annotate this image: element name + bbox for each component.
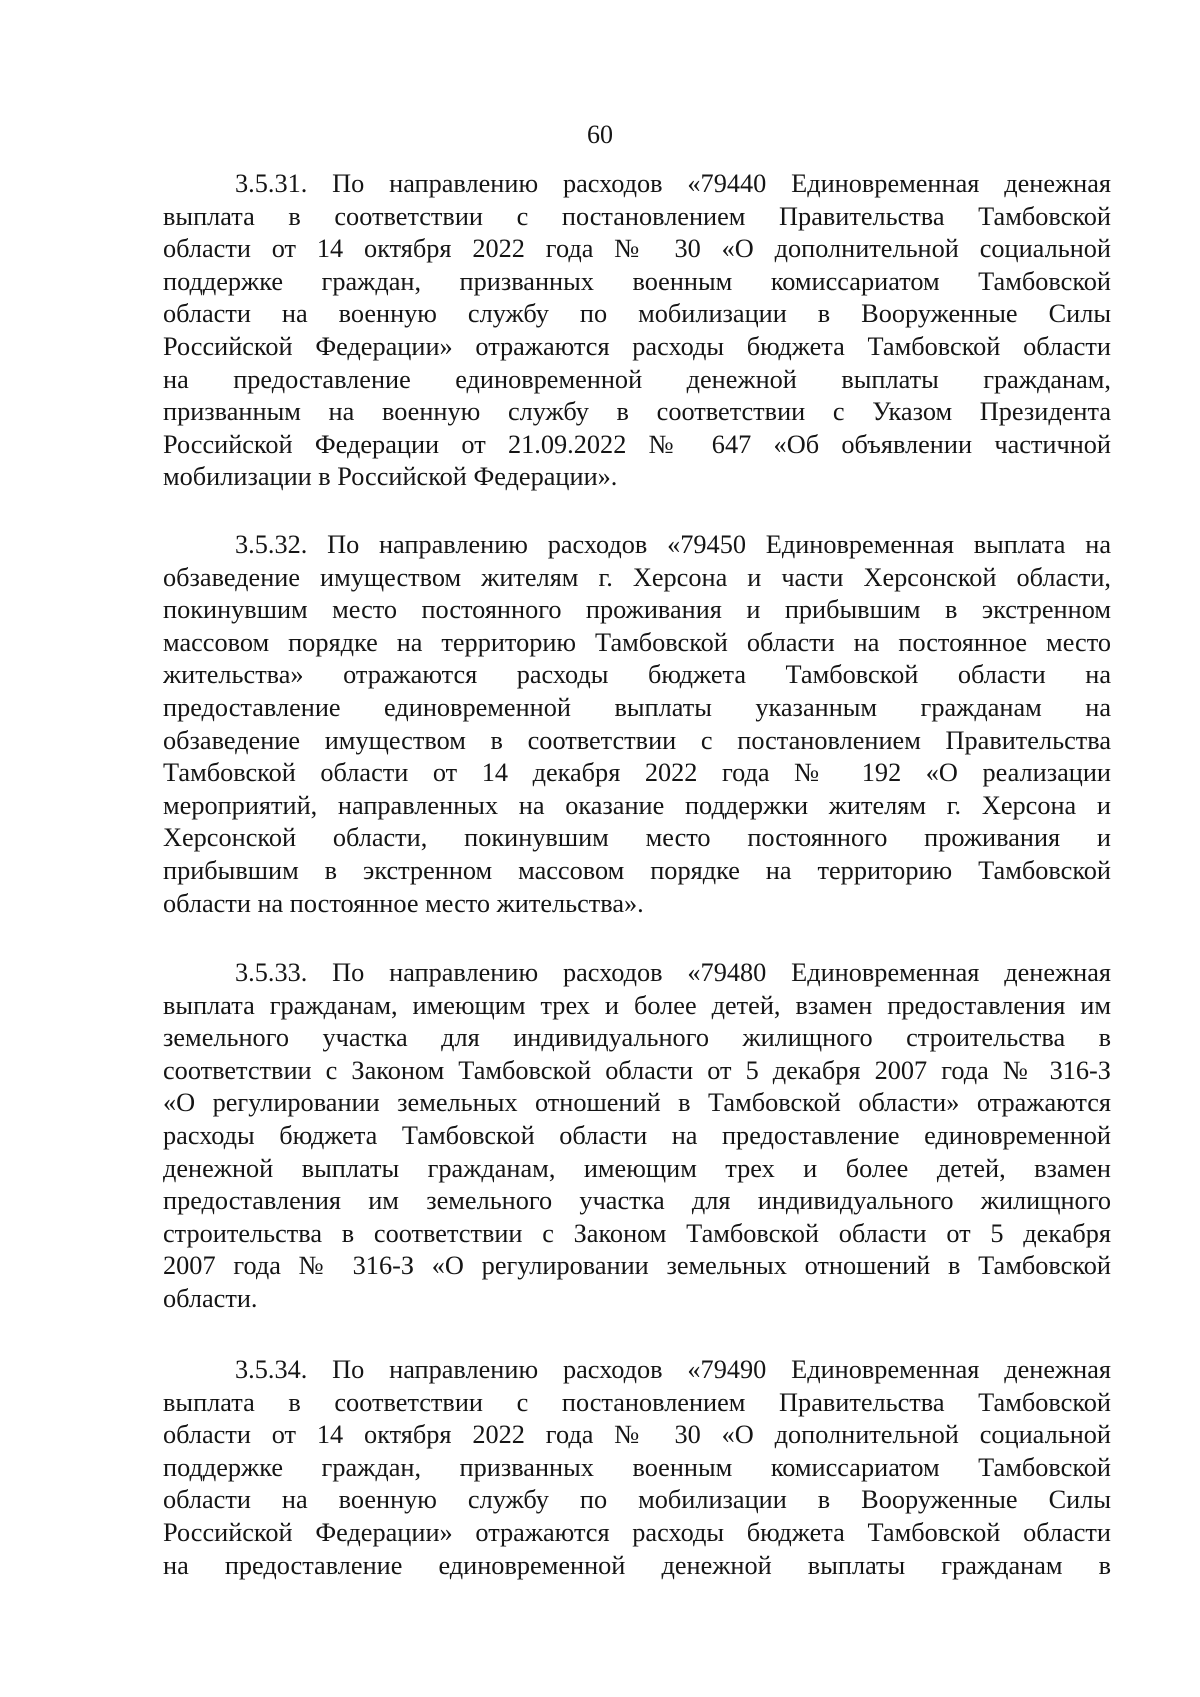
- text-line: 2007 года № 316-З «О регулировании земельных отношений в Тамбовской: [163, 1251, 1111, 1281]
- text-line: расходы бюджета Тамбовской области на предоставление единовременной: [163, 1120, 1111, 1150]
- text-line: выплата гражданам, имеющим трех и более детей, взамен предоставления им: [163, 990, 1111, 1020]
- text-line: 3.5.34. По направлению расходов «79490 Единовременная денежная: [235, 1355, 1111, 1384]
- text-line: на предоставление единовременной денежной выплаты гражданам в: [163, 1550, 1111, 1580]
- text-line: поддержке граждан, призванных военным комиссариатом Тамбовской: [163, 1452, 1111, 1482]
- text-line: соответствии с Законом Тамбовской области от 5 декабря 2007 года № 316-З: [163, 1055, 1111, 1085]
- text-line: обзаведение имуществом жителям г. Херсона и части Херсонской области,: [163, 562, 1111, 592]
- text-line: 3.5.32. По направлению расходов «79450 Единовременная выплата на: [235, 530, 1111, 559]
- text-line: на предоставление единовременной денежной выплаты гражданам,: [163, 364, 1111, 394]
- text-line: Тамбовской области от 14 декабря 2022 года № 192 «О реализации: [163, 758, 1111, 788]
- text-line: Российской Федерации от 21.09.2022 № 647 «Об объявлении частичной: [163, 429, 1111, 459]
- paragraph-3-5-32: [163, 529, 1111, 920]
- text-line: Российской Федерации» отражаются расходы бюджета Тамбовской области: [163, 331, 1111, 361]
- text-line: 3.5.33. По направлению расходов «79480 Единовременная денежная: [235, 958, 1111, 987]
- text-line: «О регулировании земельных отношений в Тамбовской области» отражаются: [163, 1088, 1111, 1118]
- text-line: области на военную службу по мобилизации в Вооруженные Силы: [163, 299, 1111, 329]
- text-line: денежной выплаты гражданам, имеющим трех и более детей, взамен: [163, 1153, 1111, 1183]
- text-line: выплата в соответствии с постановлением Правительства Тамбовской: [163, 201, 1111, 231]
- text-line: предоставление единовременной выплаты указанным гражданам на: [163, 692, 1111, 722]
- page-number: 60: [587, 120, 613, 149]
- paragraph-3-5-33: [163, 957, 1111, 1316]
- text-line: Российской Федерации» отражаются расходы бюджета Тамбовской области: [163, 1517, 1111, 1547]
- text-line: призванным на военную службу в соответствии с Указом Президента: [163, 397, 1111, 427]
- text-line: земельного участка для индивидуального жилищного строительства в: [163, 1023, 1111, 1053]
- text-line: области на военную службу по мобилизации в Вооруженные Силы: [163, 1485, 1111, 1515]
- text-line: области на постоянное место жительства».: [163, 888, 644, 918]
- text-line: жительства» отражаются расходы бюджета Тамбовской области на: [163, 660, 1111, 690]
- text-line: обзаведение имуществом в соответствии с постановлением Правительства: [163, 725, 1111, 755]
- text-line: Херсонской области, покинувшим место постоянного проживания и: [163, 823, 1111, 853]
- text-line: области.: [163, 1283, 258, 1313]
- text-line: выплата в соответствии с постановлением Правительства Тамбовской: [163, 1387, 1111, 1417]
- text-line: области от 14 октября 2022 года № 30 «О дополнительной социальной: [163, 234, 1111, 264]
- text-line: области от 14 октября 2022 года № 30 «О дополнительной социальной: [163, 1420, 1111, 1450]
- text-line: мобилизации в Российской Федерации».: [163, 462, 618, 492]
- text-line: покинувшим место постоянного проживания и прибывшим в экстренном: [163, 595, 1111, 625]
- paragraph-3-5-31: [163, 168, 1111, 494]
- text-line: 3.5.31. По направлению расходов «79440 Единовременная денежная: [235, 169, 1111, 198]
- text-line: предоставления им земельного участка для индивидуального жилищного: [163, 1186, 1111, 1216]
- paragraph-3-5-34: [163, 1354, 1111, 1582]
- text-line: поддержке граждан, призванных военным комиссариатом Тамбовской: [163, 266, 1111, 296]
- text-line: прибывшим в экстренном массовом порядке на территорию Тамбовской: [163, 855, 1111, 885]
- text-line: строительства в соответствии с Законом Тамбовской области от 5 декабря: [163, 1218, 1111, 1248]
- text-line: массовом порядке на территорию Тамбовской области на постоянное место: [163, 627, 1111, 657]
- text-line: мероприятий, направленных на оказание поддержки жителям г. Херсона и: [163, 790, 1111, 820]
